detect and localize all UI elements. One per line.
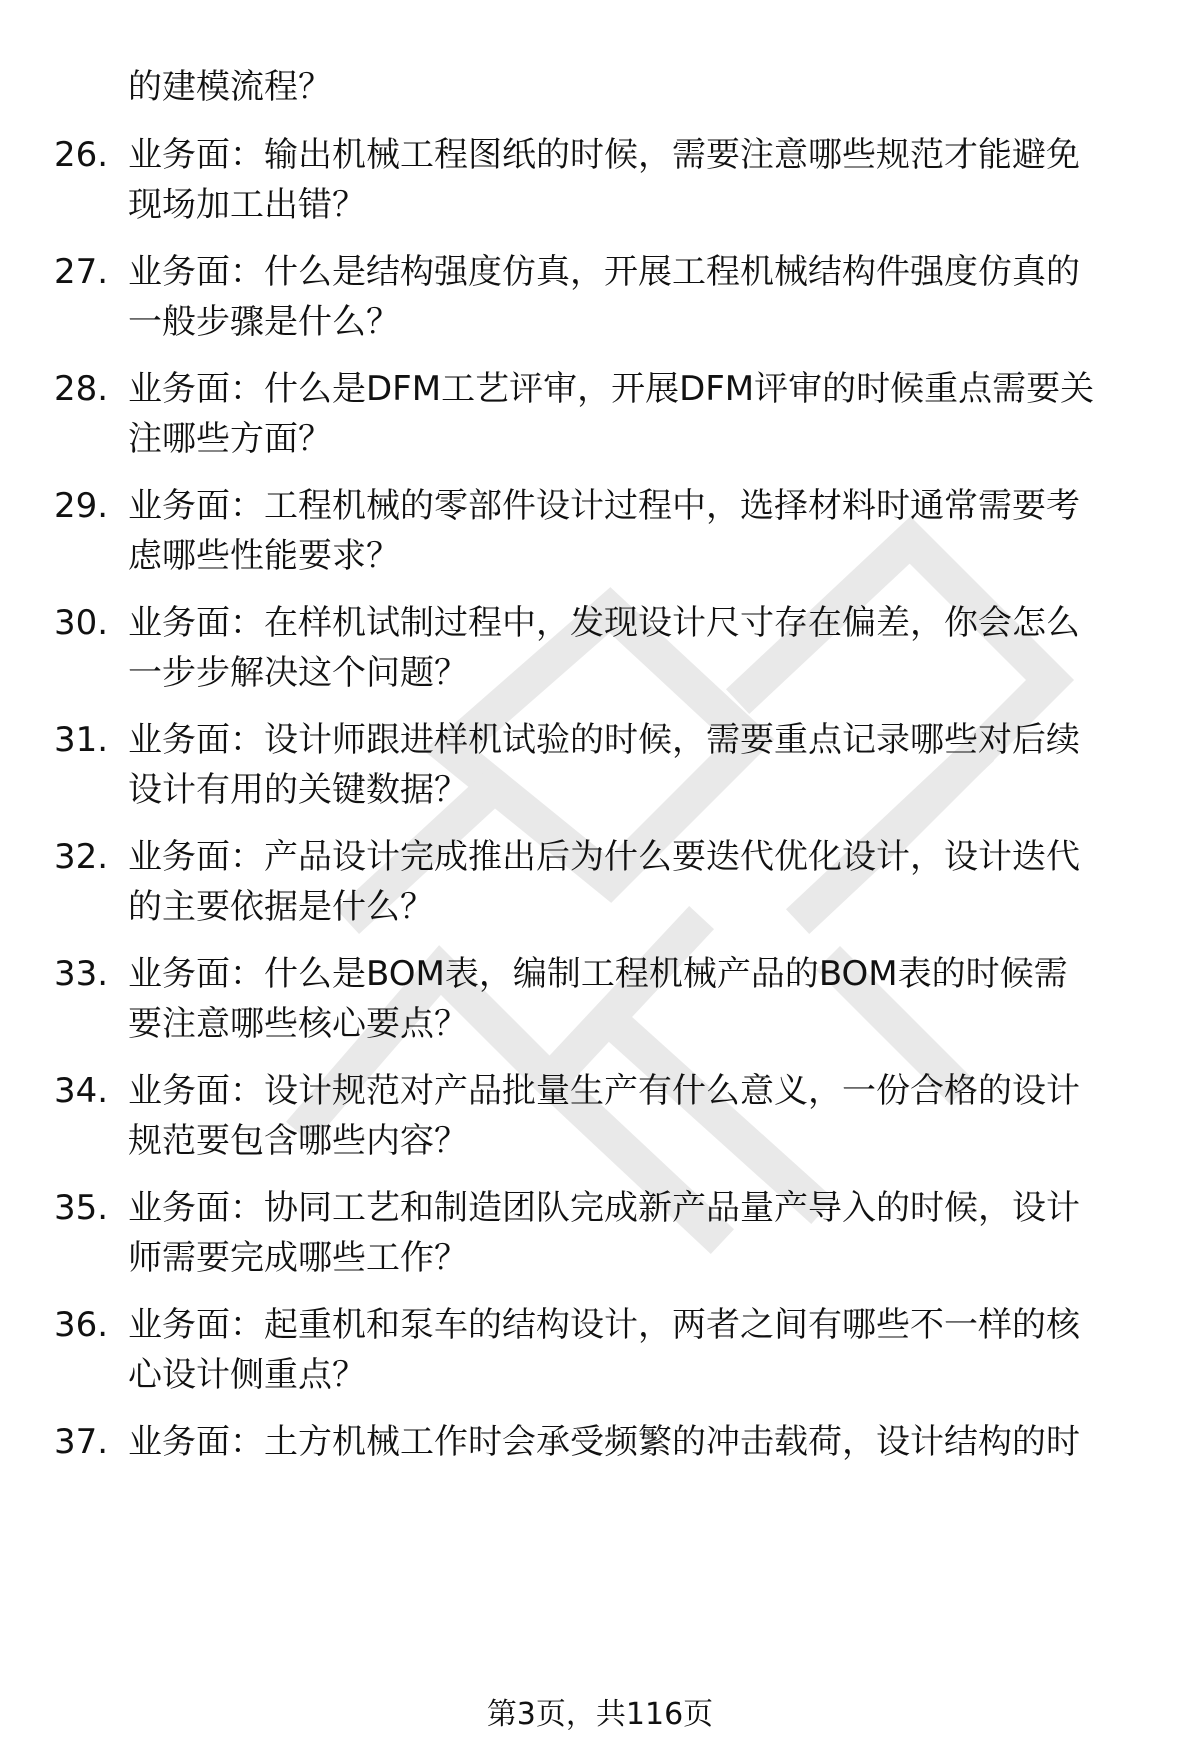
question-number: 28. [54,369,109,409]
question-item [0,598,1200,698]
question-line: 业务面：工程机械的零部件设计过程中，选择材料时通常需要考 [128,486,1080,526]
question-number: 30. [54,603,109,643]
question-text [128,949,1158,1049]
question-text [128,598,1158,698]
question-line: 业务面：设计师跟进样机试验的时候，需要重点记录哪些对后续 [128,720,1080,760]
question-line: 业务面：起重机和泵车的结构设计，两者之间有哪些不一样的核 [128,1305,1080,1345]
question-item [0,1300,1200,1400]
question-text [128,715,1158,815]
question-text [128,364,1158,464]
question-line: 注哪些方面？ [128,419,332,459]
question-text [128,1066,1158,1166]
question-item [0,832,1200,932]
question-number: 26. [54,135,109,175]
question-line: 设计有用的关键数据？ [128,770,468,810]
question-text [128,130,1158,230]
question-number: 27. [54,252,109,292]
question-number: 36. [54,1305,109,1345]
question-text [128,1300,1158,1400]
question-number: 31. [54,720,109,760]
question-item [0,949,1200,1049]
question-item [0,364,1200,464]
question-line: 业务面：输出机械工程图纸的时候，需要注意哪些规范才能避免 [128,135,1080,175]
question-item [0,1066,1200,1166]
question-line: 业务面：什么是DFM工艺评审，开展DFM评审的时候重点需要关 [128,369,1095,409]
question-item [0,481,1200,581]
question-line: 要注意哪些核心要点？ [128,1004,468,1044]
question-number: 32. [54,837,109,877]
question-number: 29. [54,486,109,526]
question-line: 心设计侧重点？ [128,1355,366,1395]
question-number: 34. [54,1071,109,1111]
question-number: 35. [54,1188,109,1228]
question-line: 虑哪些性能要求？ [128,536,400,576]
question-line: 现场加工出错？ [128,185,366,225]
question-line: 业务面：在样机试制过程中，发现设计尺寸存在偏差，你会怎么 [128,603,1080,643]
page-footer: 第3页，共116页 [486,1697,714,1732]
question-line: 业务面：土方机械工作时会承受频繁的冲击载荷，设计结构的时 [128,1422,1080,1462]
question-line: 规范要包含哪些内容？ [128,1121,468,1161]
question-text [128,1183,1158,1283]
question-text [128,247,1158,347]
question-number: 37. [54,1422,109,1462]
question-item [0,1183,1200,1283]
question-line: 业务面：什么是结构强度仿真，开展工程机械结构件强度仿真的 [128,252,1080,292]
question-line: 一步步解决这个问题？ [128,653,468,693]
question-line: 业务面：协同工艺和制造团队完成新产品量产导入的时候，设计 [128,1188,1080,1228]
question-text [128,481,1158,581]
question-number: 33. [54,954,109,994]
question-text [128,1417,1158,1467]
question-line: 业务面：什么是BOM表，编制工程机械产品的BOM表的时候需 [128,954,1068,994]
question-line: 师需要完成哪些工作？ [128,1238,468,1278]
question-line: 业务面：产品设计完成推出后为什么要迭代优化设计，设计迭代 [128,837,1080,877]
question-line: 一般步骤是什么？ [128,302,400,342]
question-item [0,715,1200,815]
question-item [0,247,1200,347]
question-line: 业务面：设计规范对产品批量生产有什么意义，一份合格的设计 [128,1071,1080,1111]
question-line: 的主要依据是什么？ [128,887,434,927]
top-fragment-text: 的建模流程？ [128,67,332,107]
question-text [128,832,1158,932]
question-item [0,130,1200,230]
question-item [0,1417,1200,1517]
